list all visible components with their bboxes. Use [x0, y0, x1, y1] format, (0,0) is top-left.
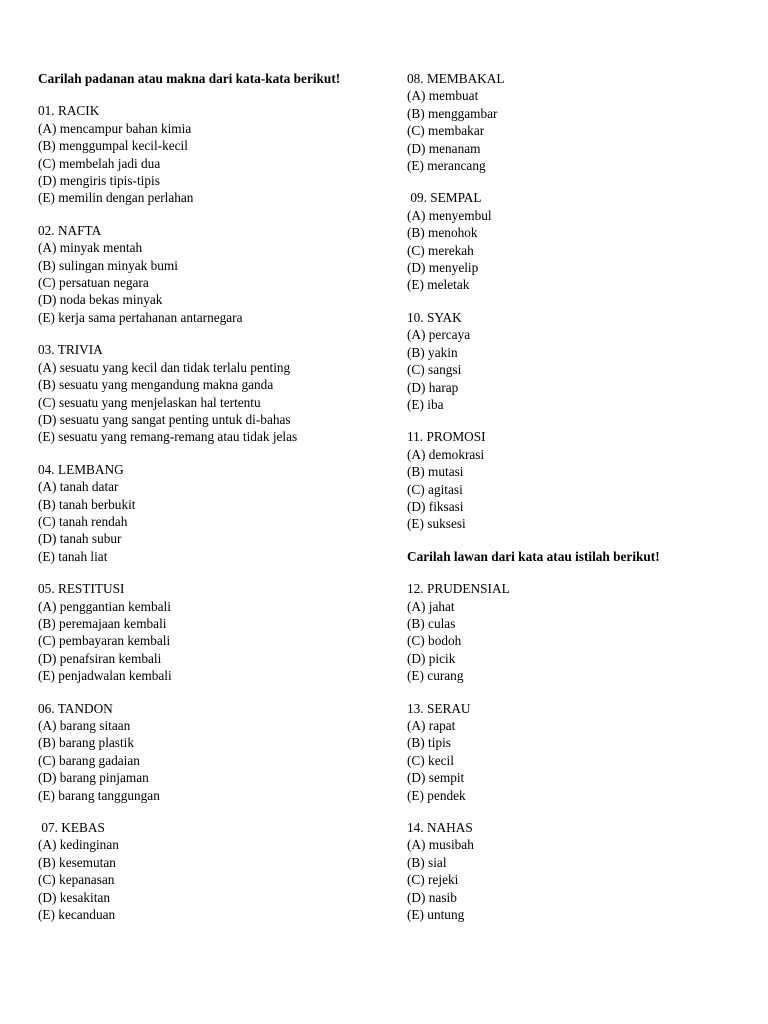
- answer-option: (A) barang sitaan: [38, 718, 131, 733]
- answer-option: (E) barang tanggungan: [38, 787, 160, 803]
- answer-option: (B) mutasi: [407, 464, 464, 480]
- answer-option: (D) mengiris tipis-tipis: [38, 173, 160, 189]
- answer-option: (A) demokrasi: [407, 446, 485, 462]
- question-block: [38, 819, 368, 923]
- answer-option: (B) menohok: [407, 225, 478, 241]
- answer-option: (C) bodoh: [407, 633, 462, 649]
- answer-option: (A) musibah: [407, 837, 474, 853]
- answer-option: (A) kedinginan: [38, 837, 119, 853]
- question-block: [407, 700, 752, 804]
- answer-option: (B) peremajaan kembali: [38, 615, 167, 631]
- answer-option: (E) penjadwalan kembali: [38, 668, 172, 684]
- question-title: 11. PROMOSI: [407, 429, 486, 445]
- answer-option: (D) fiksasi: [407, 498, 464, 514]
- question-block: [407, 189, 752, 293]
- answer-option: (D) penafsiran kembali: [38, 650, 162, 666]
- question-title: 05. RESTITUSI: [38, 581, 125, 597]
- question-list-right-bottom: [407, 580, 752, 923]
- answer-option: (C) tanah rendah: [38, 513, 128, 529]
- answer-option: (D) barang pinjaman: [38, 770, 149, 786]
- question-block: [407, 309, 752, 413]
- answer-option: (B) sial: [407, 854, 447, 870]
- answer-option: (B) yakin: [407, 344, 458, 360]
- answer-option: (E) sesuatu yang remang-remang atau tidak jelas: [38, 429, 298, 445]
- question-block: [407, 428, 752, 532]
- answer-option: (E) meletak: [407, 277, 470, 293]
- question-title: 02. NAFTA: [38, 222, 102, 238]
- answer-option: (C) sesuatu yang menjelaskan hal tertentu: [38, 394, 261, 410]
- answer-option: (B) menggambar: [407, 105, 498, 121]
- answer-option: (E) iba: [407, 396, 444, 412]
- question-block: [407, 580, 752, 684]
- answer-option: (E) kerja sama pertahanan antarnegara: [38, 309, 243, 325]
- answer-option: (B) sesuatu yang mengandung makna ganda: [38, 377, 274, 393]
- answer-option: (B) kesemutan: [38, 854, 116, 870]
- answer-option: (D) menanam: [407, 140, 481, 156]
- answer-option: (D) tanah subur: [38, 531, 122, 547]
- question-block: [38, 341, 368, 445]
- question-list-right-top: [407, 70, 752, 533]
- answer-option: (D) menyelip: [407, 260, 479, 276]
- answer-option: (C) barang gadaian: [38, 752, 140, 768]
- answer-option: (D) noda bekas minyak: [38, 292, 163, 308]
- right-column: [407, 70, 752, 938]
- answer-option: (C) agitasi: [407, 481, 463, 497]
- answer-option: (A) mencampur bahan kimia: [38, 120, 192, 136]
- answer-option: (C) membelah jadi dua: [38, 155, 161, 171]
- section-heading-antonyms: Carilah lawan dari kata atau istilah berikut!: [407, 548, 660, 564]
- answer-option: (E) tanah liat: [38, 548, 108, 564]
- answer-option: (E) merancang: [407, 158, 486, 174]
- question-title: 12. PRUDENSIAL: [407, 581, 510, 597]
- answer-option: (A) menyembul: [407, 207, 492, 223]
- answer-option: (C) sangsi: [407, 362, 462, 378]
- question-block: [38, 700, 368, 804]
- answer-option: (B) tipis: [407, 735, 451, 751]
- answer-option: (A) minyak mentah: [38, 240, 143, 256]
- question-title: 04. LEMBANG: [38, 461, 124, 477]
- answer-option: (B) menggumpal kecil-kecil: [38, 138, 188, 154]
- answer-option: (C) pembayaran kembali: [38, 633, 171, 649]
- question-block: [38, 102, 368, 206]
- answer-option: (C) membakar: [407, 123, 485, 139]
- answer-option: (A) jahat: [407, 598, 455, 614]
- question-block: [38, 580, 368, 684]
- answer-option: (C) persatuan negara: [38, 275, 149, 291]
- question-title: 09. SEMPAL: [407, 190, 482, 206]
- question-block: [38, 461, 368, 565]
- question-title: 14. NAHAS: [407, 820, 473, 836]
- answer-option: (D) harap: [407, 379, 459, 395]
- section-heading-synonyms: Carilah padanan atau makna dari kata-kata berikut!: [38, 71, 341, 86]
- answer-option: (A) rapat: [407, 718, 456, 733]
- answer-option: (E) untung: [407, 907, 465, 923]
- answer-option: (A) percaya: [407, 327, 471, 343]
- answer-option: (E) suksesi: [407, 516, 466, 532]
- answer-option: (D) sempit: [407, 770, 465, 786]
- question-list-left: [38, 102, 368, 923]
- answer-option: (E) kecanduan: [38, 907, 116, 923]
- question-title: 01. RACIK: [38, 103, 100, 119]
- question-title: 13. SERAU: [407, 700, 471, 716]
- question-title: 08. MEMBAKAL: [407, 71, 505, 86]
- answer-option: (C) merekah: [407, 242, 474, 258]
- question-title: 06. TANDON: [38, 700, 113, 716]
- answer-option: (A) tanah datar: [38, 479, 119, 495]
- answer-option: (C) rejeki: [407, 872, 459, 888]
- answer-option: (D) nasib: [407, 889, 457, 905]
- question-block: [407, 70, 752, 174]
- left-column: [38, 70, 368, 938]
- answer-option: (E) pendek: [407, 787, 466, 803]
- answer-option: (A) membuat: [407, 88, 479, 104]
- answer-option: (E) curang: [407, 668, 464, 684]
- answer-option: (B) culas: [407, 615, 456, 631]
- question-title: 07. KEBAS: [38, 820, 105, 836]
- question-block: [407, 819, 752, 923]
- answer-option: (B) tanah berbukit: [38, 496, 136, 512]
- answer-option: (B) barang plastik: [38, 735, 135, 751]
- answer-option: (C) kecil: [407, 752, 454, 768]
- answer-option: (D) picik: [407, 650, 456, 666]
- answer-option: (E) memilin dengan perlahan: [38, 190, 194, 206]
- answer-option: (A) penggantian kembali: [38, 598, 171, 614]
- question-title: 03. TRIVIA: [38, 342, 103, 358]
- answer-option: (B) sulingan minyak bumi: [38, 257, 178, 273]
- question-block: [38, 222, 368, 326]
- answer-option: (C) kepanasan: [38, 872, 115, 888]
- answer-option: (D) sesuatu yang sangat penting untuk di-bahas: [38, 411, 291, 427]
- answer-option: (A) sesuatu yang kecil dan tidak terlalu penting: [38, 359, 291, 375]
- question-title: 10. SYAK: [407, 309, 462, 325]
- answer-option: (D) kesakitan: [38, 889, 110, 905]
